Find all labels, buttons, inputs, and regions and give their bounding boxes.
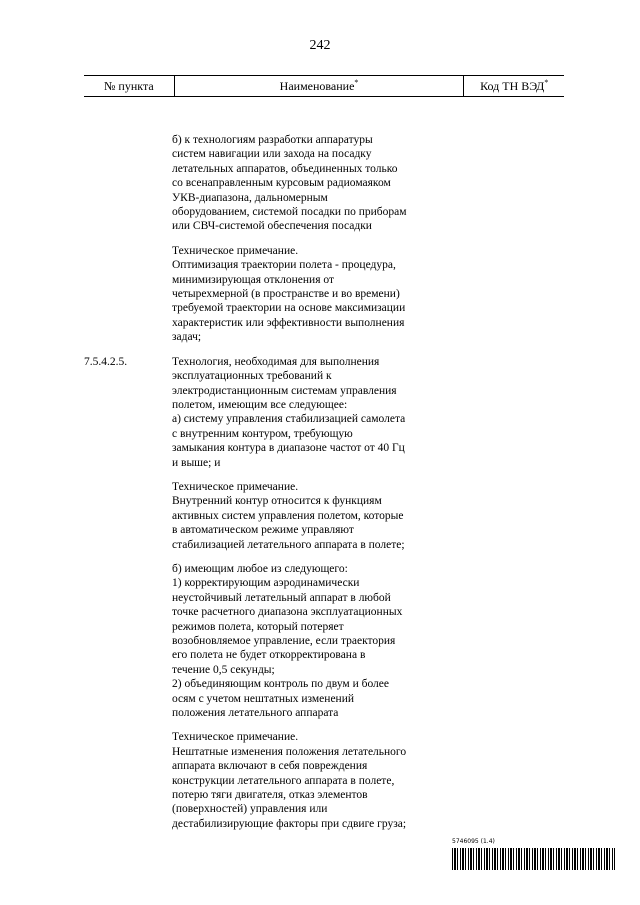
item-number [84, 730, 172, 831]
text-line: 2) объединяющим контроль по двум и более [172, 678, 389, 691]
text-line: требуемой траектории на основе максимизации [172, 302, 406, 315]
text-line: дестабилизирующие факторы при сдвиге груза; [172, 817, 407, 830]
item-number [84, 244, 172, 345]
text-line: четырехмерной (в пространстве и во времени) [172, 288, 400, 301]
text-line: эксплуатационных требований к [172, 370, 332, 383]
document-paragraph [84, 244, 564, 345]
document-paragraph [84, 480, 564, 552]
text-line: полетом, имеющим все следующее: [172, 398, 348, 411]
page-number: 242 [309, 38, 331, 53]
text-line: положения летательного аппарата [172, 707, 339, 720]
text-line: режимов полета, который потеряет [172, 620, 344, 633]
text-line: осям с учетом нештатных изменений [172, 692, 355, 705]
header-tn-ved-code: Код ТН ВЭД* [464, 76, 564, 97]
text-line: Техническое примечание. [172, 731, 299, 744]
barcode [452, 848, 615, 870]
text-line: минимизирующая отклонения от [172, 273, 334, 286]
text-line: точке расчетного диапазона эксплуатационных [172, 606, 403, 619]
text-line: (поверхностей) управления или [172, 803, 328, 816]
text-line: систем навигации или захода на посадку [172, 148, 372, 161]
text-line: и выше; и [172, 456, 221, 469]
text-line: задач; [172, 331, 202, 344]
text-line: потерю тяги двигателя, отказ элементов [172, 789, 368, 802]
text-line: электродистанционным системам управления [172, 384, 397, 397]
text-line: неустойчивый летательный аппарат в любой [172, 591, 391, 604]
text-line: Внутренний контур относится к функциям [172, 495, 382, 508]
text-line: характеристик или эффективности выполнения [172, 316, 405, 329]
document-paragraph [84, 355, 564, 470]
text-line: б) к технологиям разработки аппаратуры [172, 134, 373, 146]
text-line: 1) корректирующим аэродинамически [172, 577, 360, 590]
text-line: Оптимизация траектории полета - процедура, [172, 259, 396, 272]
text-line: замыкания контура в диапазоне частот от 40 Гц [172, 442, 405, 455]
text-line: Техническое примечание. [172, 244, 299, 257]
text-line: а) систему управления стабилизацией самолета [172, 413, 406, 426]
text-line: УКВ-диапазона, дальномерным [172, 191, 328, 204]
text-line: течение 0,5 секунды; [172, 663, 275, 676]
text-line: оборудованием, системой посадки по приборам [172, 206, 407, 219]
text-line: с внутренним контуром, требующую [172, 427, 353, 440]
text-line: Технология, необходимая для выполнения [172, 355, 380, 368]
text-line: Техническое примечание. [172, 480, 299, 493]
paragraph-text [172, 355, 457, 470]
item-number [84, 480, 172, 552]
paragraph-text [172, 730, 457, 831]
document-paragraph [84, 133, 564, 234]
item-number [84, 562, 172, 720]
document-body [84, 105, 564, 841]
barcode-label: 5746095 (1.4) [452, 838, 495, 845]
document-paragraph [84, 730, 564, 831]
text-line: возобновляемое управление, если траектория [172, 635, 396, 647]
text-line: его полета не будет откорректирована в [172, 649, 366, 662]
paragraph-text [172, 480, 457, 552]
text-line: Нештатные изменения положения летательного [172, 745, 407, 758]
text-line: конструкции летательного аппарата в полете, [172, 774, 395, 787]
item-number [84, 133, 172, 234]
text-line: в автоматическом режиме управляют [172, 524, 354, 537]
document-paragraph [84, 562, 564, 720]
paragraph-text [172, 133, 457, 234]
text-line: б) имеющим любое из следующего: [172, 562, 348, 575]
text-line: летательных аппаратов, объединенных только [172, 162, 398, 175]
header-item-number: № пункта [84, 76, 174, 97]
paragraph-text [172, 244, 457, 345]
text-line: стабилизацией летательного аппарата в полете; [172, 538, 405, 551]
text-line: активных систем управления полетом, которые [172, 509, 404, 522]
text-line: аппарата включают в себя повреждения [172, 760, 368, 773]
header-name: Наименование* [174, 76, 464, 97]
text-line: или СВЧ-системой обеспечения посадки [172, 220, 372, 233]
table-header [84, 75, 564, 97]
text-line: со всенаправленным курсовым радиомаяком [172, 177, 391, 190]
paragraph-text [172, 562, 457, 720]
item-number: 7.5.4.2.5. [84, 355, 128, 368]
